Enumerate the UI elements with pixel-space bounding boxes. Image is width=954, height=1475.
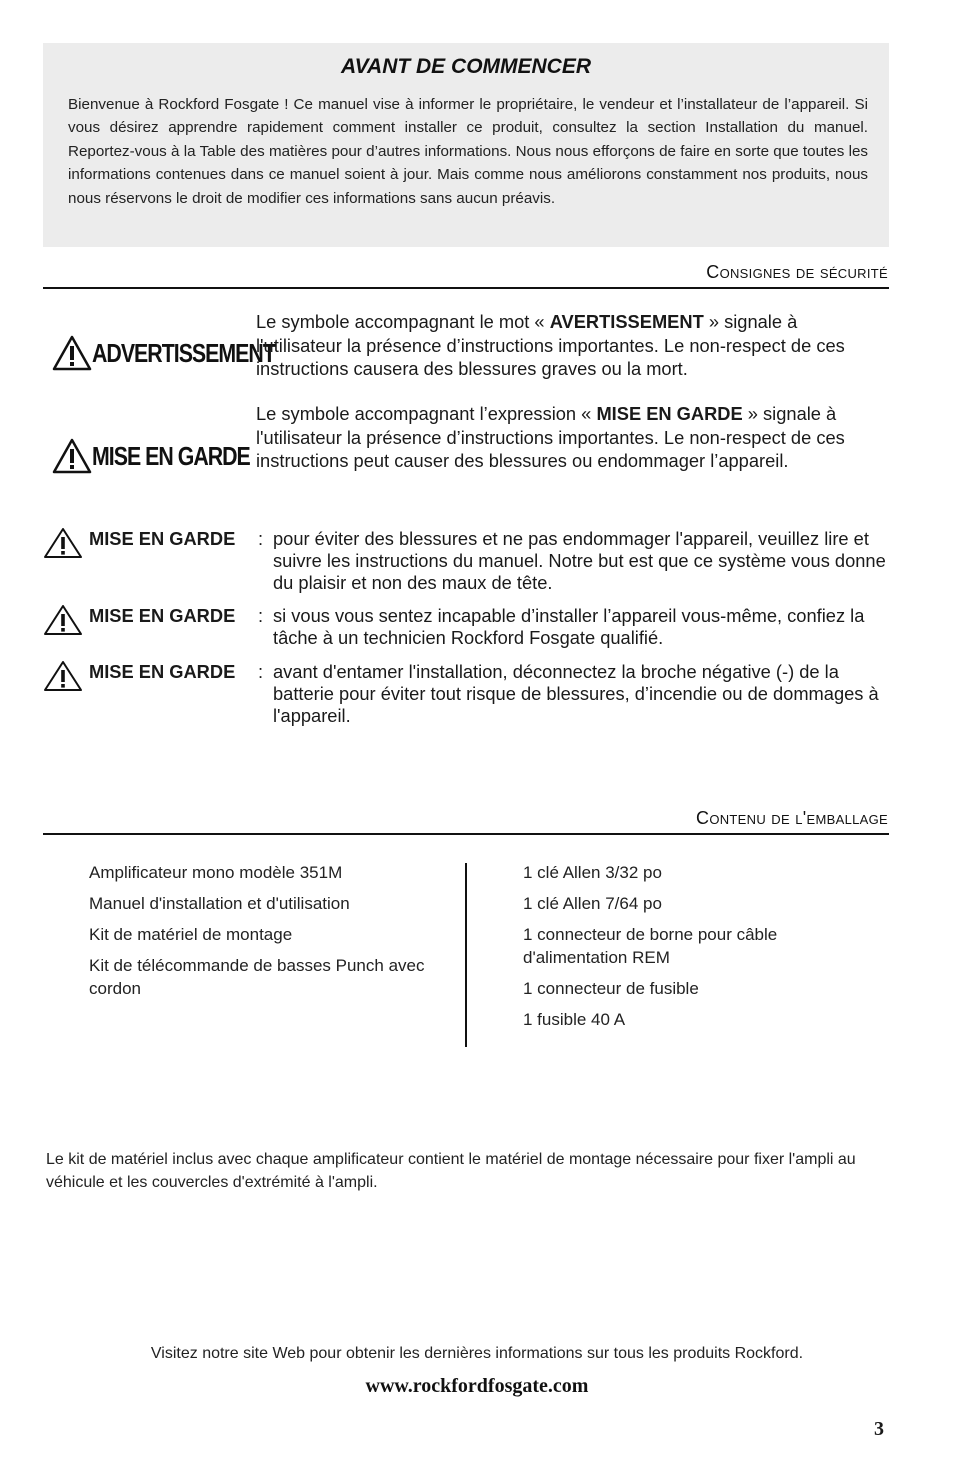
kit-note: Le kit de matériel inclus avec chaque amplificateur contient le matériel de montage nécessaire pour fixer l'ampli au véhicule et les couvercles d'extrémité à l'ampli.	[46, 1151, 856, 1191]
warning-triangle-icon	[43, 604, 83, 636]
caution-text-part: » signale à l'utilisateur la présence d’instructions importantes. Le non-respect de ces instructions peut causer des blessures ou endommager l’appareil.	[256, 403, 845, 472]
caution-description	[256, 402, 886, 473]
caution-colon: :	[258, 528, 264, 549]
intro-title: AVANT DE COMMENCER	[340, 55, 592, 78]
contents-rule	[43, 833, 889, 835]
contents-list-right	[523, 861, 863, 1039]
caution-row-label: MISE EN GARDE	[89, 661, 236, 682]
list-item: 1 clé Allen 3/32 po	[523, 863, 662, 882]
caution-text-part: Le symbole accompagnant l’expression «	[256, 403, 597, 424]
caution-row-label: MISE EN GARDE	[89, 528, 236, 549]
list-item: Kit de télécommande de basses Punch avec cordon	[89, 956, 425, 998]
caution-label	[52, 438, 284, 474]
caution-row-text: avant d'entamer l'installation, déconnectez la broche négative (-) de la batterie pour éviter tout risque de blessures, d’incendie ou de dommages à l'appareil.	[273, 661, 879, 726]
safety-heading: Consignes de sécurité	[706, 262, 888, 282]
intro-box	[43, 43, 889, 247]
caution-colon: :	[258, 661, 264, 682]
website-link[interactable]: www.rockfordfosgate.com	[365, 1375, 589, 1397]
list-item: 1 connecteur de fusible	[523, 979, 699, 998]
warning-triangle-icon	[43, 527, 83, 559]
caution-colon: :	[258, 605, 264, 626]
warning-triangle-icon	[43, 660, 83, 692]
list-item: Amplificateur mono modèle 351M	[89, 863, 343, 882]
page-number: 3	[874, 1418, 884, 1440]
caution-label-text: MISE EN GARDE	[92, 440, 250, 471]
warning-text-part: Le symbole accompagnant le mot «	[256, 311, 550, 332]
intro-text: Bienvenue à Rockford Fosgate ! Ce manuel vise à informer le propriétaire, le vendeur et l’installateur de l’appareil. Si vous désirez apprendre rapidement comment installer ce produit, consultez la section Installation du manuel. Reportez-vous à la Table des matières pour d’autres informations. Nous nous efforçons de faire en sorte que toutes les informations contenues dans ce manuel soient à jour. Mais comme nous améliorons constamment nos produits, nous nous réservons le droit de modifier ces informations sans aucun préavis.	[68, 96, 868, 207]
list-item: 1 fusible 40 A	[523, 1010, 626, 1029]
contents-list-left	[89, 861, 429, 1008]
warning-text-part: » signale à l'utilisateur la présence d’instructions importantes. Le non-respect de ces instructions causera des blessures graves ou la mort.	[256, 311, 845, 380]
caution-keyword: MISE EN GARDE	[596, 403, 743, 424]
list-divider	[465, 863, 467, 1047]
caution-row-text: pour éviter des blessures et ne pas endommager l'appareil, veuillez lire et suivre les instructions du manuel. Notre but est que ce système vous donne du plaisir et non des maux de tête.	[273, 528, 886, 593]
list-item: Kit de matériel de montage	[89, 925, 293, 944]
safety-rule	[43, 287, 889, 289]
caution-row-text: si vous vous sentez incapable d’installer l’appareil vous-même, confiez la tâche à un technicien Rockford Fosgate qualifié.	[273, 605, 865, 648]
warning-label-text: ADVERTISSEMENT	[92, 337, 275, 368]
contents-heading: Contenu de l'emballage	[696, 808, 888, 828]
list-item: 1 connecteur de borne pour câble d'alimentation REM	[523, 925, 778, 967]
visit-text: Visitez notre site Web pour obtenir les dernières informations sur tous les produits Rockford.	[150, 1345, 804, 1362]
warning-description	[256, 310, 886, 381]
warning-triangle-icon	[52, 438, 92, 474]
warning-keyword: AVERTISSEMENT	[549, 311, 704, 332]
warning-triangle-icon	[52, 335, 92, 371]
list-item: 1 clé Allen 7/64 po	[523, 894, 662, 913]
caution-row-label: MISE EN GARDE	[89, 605, 236, 626]
list-item: Manuel d'installation et d'utilisation	[89, 894, 350, 913]
